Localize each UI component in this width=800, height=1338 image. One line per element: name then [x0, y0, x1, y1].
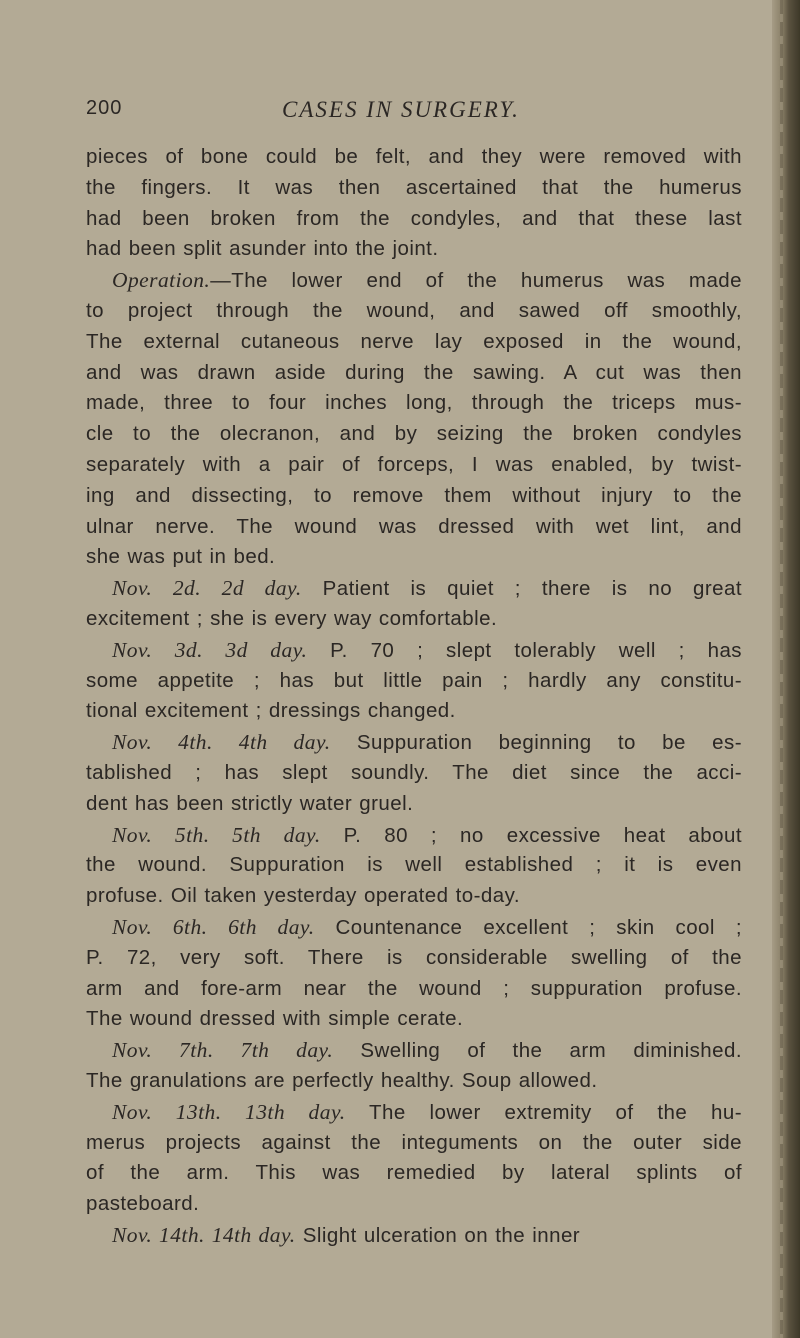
text-line [86, 1220, 742, 1251]
text-line [86, 912, 742, 943]
line-text: Suppuration beginning to be es- [330, 731, 742, 755]
text-line [86, 666, 742, 697]
text-line [86, 481, 742, 512]
line-text: The external cutaneous nerve lay exposed in the wound, [86, 329, 742, 353]
entry-date: Nov. 4th. 4th day. [112, 730, 331, 755]
entry-date: Nov. 2d. 2d day. [112, 576, 302, 601]
entry-date: Nov. 14th. 14th day. [112, 1222, 296, 1247]
text-line [86, 604, 742, 635]
text-line [86, 943, 742, 974]
text-line [86, 512, 742, 543]
line-text: had been split asunder into the joint. [86, 237, 439, 261]
line-text: cle to the olecranon, and by seizing the broken condyles [86, 422, 742, 446]
line-text: of the arm. This was remedied by lateral splints of [86, 1161, 742, 1185]
text-line [86, 204, 742, 235]
line-text: and was drawn aside during the sawing. A cut was then [86, 360, 742, 384]
body-text [86, 142, 742, 1251]
page-header [86, 97, 756, 127]
line-text: pieces of bone could be felt, and they were removed with [86, 145, 742, 168]
line-text: tablished ; has slept soundly. The diet since the acci- [86, 760, 742, 784]
line-text: had been broken from the condyles, and that these last [86, 206, 742, 230]
text-line [86, 789, 742, 820]
text-line [86, 820, 742, 851]
line-text: excitement ; she is every way comfortable. [86, 606, 498, 630]
text-line [86, 327, 742, 358]
line-text: separately with a pair of forceps, I was enabled, by twist- [86, 452, 742, 476]
line-text: the fingers. It was then ascertained that the humerus [86, 175, 742, 199]
text-line [86, 635, 742, 666]
entry-date: Nov. 3d. 3d day. [112, 637, 308, 662]
line-text: made, three to four inches long, through the triceps mus- [86, 391, 742, 415]
text-line [86, 758, 742, 789]
line-text: merus projects against the integuments on the outer side [86, 1130, 742, 1154]
line-text: ing and dissecting, to remove them without injury to the [86, 483, 742, 507]
text-line [86, 388, 742, 419]
line-text: to project through the wound, and sawed off smoothly, [86, 298, 742, 322]
text-line [86, 419, 742, 450]
line-text: P. 80 ; no excessive heat about [320, 823, 742, 847]
text-line [86, 850, 742, 881]
text-line [86, 1004, 742, 1035]
line-text: The wound dressed with simple cerate. [86, 1007, 464, 1031]
text-line [86, 358, 742, 389]
line-text: dent has been strictly water gruel. [86, 791, 414, 815]
text-line [86, 1189, 742, 1220]
line-text: arm and fore-arm near the wound ; suppuration profuse. [86, 976, 742, 1000]
text-line [86, 173, 742, 204]
line-text: The granulations are perfectly healthy. Soup allowed. [86, 1068, 598, 1092]
text-line [86, 265, 742, 296]
text-line [86, 974, 742, 1005]
line-text: pasteboard. [86, 1192, 200, 1216]
line-text: ulnar nerve. The wound was dressed with wet lint, and [86, 514, 742, 538]
line-text: Countenance excellent ; skin cool ; [314, 915, 742, 939]
text-line [86, 727, 742, 758]
text-line [86, 1128, 742, 1159]
text-line [86, 542, 742, 573]
line-text: P. 72, very soft. There is considerable swelling of the [86, 945, 742, 969]
line-text: the wound. Suppuration is well established ; it is even [86, 853, 742, 877]
line-text: The lower extremity of the hu- [345, 1100, 742, 1124]
page-number: 200 [86, 97, 123, 119]
text-line [86, 696, 742, 727]
text-line [86, 1158, 742, 1189]
line-text: Swelling of the arm diminished. [333, 1039, 742, 1063]
text-line [86, 1035, 742, 1066]
line-text: tional excitement ; dressings changed. [86, 699, 456, 723]
text-line [86, 296, 742, 327]
line-text: she was put in bed. [86, 545, 276, 569]
page-edge [772, 0, 800, 1338]
text-line [86, 1066, 742, 1097]
text-line [86, 142, 742, 173]
line-text: Slight ulceration on the inner [295, 1223, 581, 1247]
running-title: CASES IN SURGERY. [282, 97, 520, 122]
text-line [86, 234, 742, 265]
line-text: profuse. Oil taken yesterday operated to-day. [86, 884, 520, 908]
text-line [86, 1097, 742, 1128]
line-text: Patient is quiet ; there is no great [301, 577, 742, 601]
line-text: some appetite ; has but little pain ; hardly any constitu- [86, 668, 742, 692]
entry-date: Nov. 13th. 13th day. [112, 1099, 346, 1124]
entry-date: Nov. 5th. 5th day. [112, 822, 321, 847]
entry-date: Nov. 7th. 7th day. [112, 1038, 334, 1063]
line-text: P. 70 ; slept tolerably well ; has [307, 638, 742, 662]
text-line [86, 881, 742, 912]
entry-date: Nov. 6th. 6th day. [112, 914, 315, 939]
line-text: —The lower end of the humerus was made [210, 269, 742, 293]
entry-date: Operation. [112, 268, 211, 293]
text-line [86, 573, 742, 604]
text-line [86, 450, 742, 481]
